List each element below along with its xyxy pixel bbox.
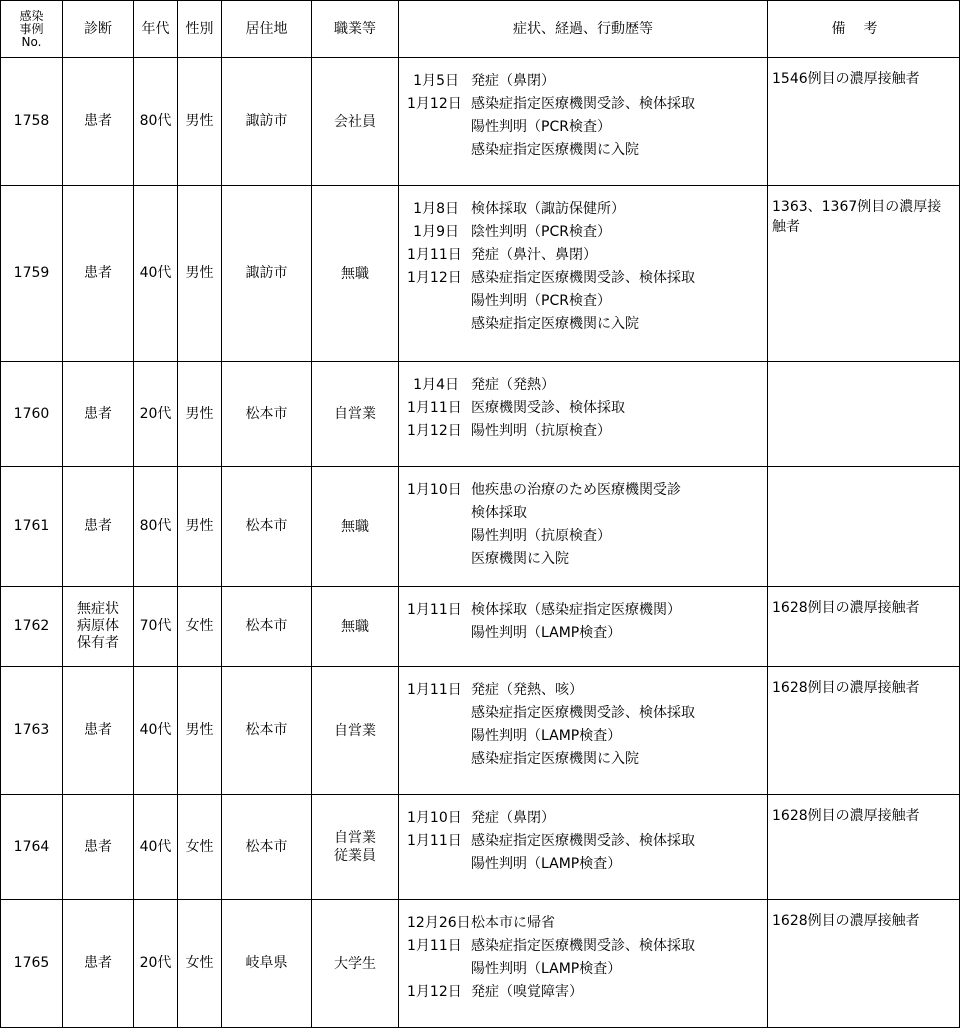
case-no: 1760 [13,405,50,422]
table-row [1,186,960,362]
sex-cell [178,362,222,467]
event-line [407,622,767,645]
event-date [407,622,471,645]
event-line [407,807,767,830]
header-no-line: No. [21,34,42,49]
sex: 女性 [185,618,214,634]
event-text: 検体採取（諏訪保健所） [471,201,625,217]
diagnosis-line: 患者 [84,265,112,281]
event-date: 1月12日 [407,423,462,439]
event-text: 感染症指定医療機関受診、検体採取 [471,833,695,849]
header-no-line: 事例 [19,21,44,36]
age: 40代 [139,265,172,281]
event-line [407,981,767,1004]
event-date [407,116,471,139]
event-line [407,853,767,876]
diagnosis-cell [63,667,134,795]
event-line [407,313,767,336]
event-text: 松本市に帰省 [471,915,555,931]
sex-cell [178,667,222,795]
event-line [407,958,767,981]
residence-cell [222,900,312,1028]
event-text: 陽性判明（PCR検査） [471,119,611,135]
header-diagnosis: 診断 [63,1,134,58]
event-line [407,912,767,935]
occupation-cell [312,667,399,795]
age: 70代 [139,618,172,634]
event-date: 1月10日 [407,482,462,498]
sex-cell [178,186,222,362]
diagnosis-line: 患者 [84,113,112,129]
occupation-line: 自営業 [334,830,376,846]
events-cell [399,900,768,1028]
note-line: 1628例目の濃厚接触者 [772,680,920,696]
event-text: 発症（鼻閉） [471,810,555,826]
event-date: 1月9日 [413,224,459,240]
event-text: 感染症指定医療機関に入院 [471,142,639,158]
event-line [407,139,767,162]
events-cell [399,186,768,362]
event-date [407,290,471,313]
note-cell [768,795,960,900]
event-line [407,420,767,443]
case-no-cell [1,362,63,467]
event-text: 感染症指定医療機関受診、検体採取 [471,938,695,954]
case-no-cell [1,467,63,587]
event-line [407,70,767,93]
event-text: 感染症指定医療機関受診、検体採取 [471,96,695,112]
age-cell [134,58,178,186]
age: 40代 [139,722,172,738]
age: 80代 [139,518,172,534]
case-no-cell [1,795,63,900]
age: 40代 [139,838,172,855]
occupation-cell [312,362,399,467]
event-date [407,958,471,981]
event-line [407,290,767,313]
age-cell [134,467,178,587]
event-line [407,679,767,702]
note-cell [768,667,960,795]
event-date: 1月11日 [407,682,462,698]
event-text: 感染症指定医療機関に入院 [471,751,639,767]
case-no-cell [1,900,63,1028]
note-cell [768,58,960,186]
residence-cell [222,667,312,795]
event-text: 感染症指定医療機関に入院 [471,316,639,332]
diagnosis-line: 患者 [84,405,112,422]
event-date [407,502,471,525]
event-line [407,93,767,116]
age-cell [134,186,178,362]
header-residence: 居住地 [222,1,312,58]
note-line: 1628例目の濃厚接触者 [772,913,920,929]
event-text: 発症（発熱） [471,377,555,393]
events-cell [399,795,768,900]
event-date: 1月11日 [407,833,462,849]
occupation-line: 無職 [341,518,369,535]
header-sex: 性別 [178,1,222,58]
age-cell [134,795,178,900]
residence: 松本市 [245,618,288,634]
event-text: 感染症指定医療機関受診、検体採取 [471,705,695,721]
event-date [407,853,471,876]
event-text: 発症（発熱、咳） [471,682,583,698]
event-text: 発症（鼻汁、鼻閉） [471,247,597,263]
event-text: 検体採取 [471,505,527,521]
event-line [407,244,767,267]
sex-cell [178,587,222,667]
header-note [768,1,960,58]
case-no: 1758 [13,113,50,129]
table-row [1,587,960,667]
event-date [407,139,471,162]
residence: 諏訪市 [245,265,288,281]
residence: 諏訪市 [245,113,288,129]
events-cell [399,362,768,467]
event-line [407,525,767,548]
event-text: 医療機関受診、検体採取 [471,400,625,416]
event-date: 1月8日 [413,201,459,217]
case-no-cell [1,58,63,186]
occupation-line: 自営業 [334,722,376,739]
note-line: 1628例目の濃厚接触者 [772,808,920,824]
header-occupation: 職業等 [312,1,399,58]
note-cell [768,467,960,587]
residence: 松本市 [245,405,288,422]
occupation-line: 従業員 [334,848,376,864]
diagnosis-cell [63,467,134,587]
note-cell [768,362,960,467]
occupation-line: 大学生 [334,955,376,972]
event-date: 1月11日 [407,400,462,416]
event-text: 発症（嗅覚障害） [471,984,583,1000]
case-no: 1763 [13,722,50,738]
event-date: 1月11日 [407,938,462,954]
case-no: 1761 [13,518,50,534]
sex-cell [178,900,222,1028]
event-line [407,198,767,221]
diagnosis-cell [63,58,134,186]
sex: 男性 [185,518,214,534]
age-cell [134,587,178,667]
event-date: 1月5日 [413,73,459,89]
case-no: 1764 [13,838,50,855]
residence: 松本市 [245,838,288,855]
event-text: 他疾患の治療のため医療機関受診 [471,482,681,498]
header-age: 年代 [134,1,178,58]
diagnosis-cell [63,186,134,362]
age: 20代 [139,405,172,422]
event-line [407,374,767,397]
diagnosis-cell [63,587,134,667]
event-text: 医療機関に入院 [471,551,569,567]
event-line [407,397,767,420]
header-note-label: 備考 [831,21,896,37]
case-no-cell [1,186,63,362]
event-text: 検体採取（感染症指定医療機関） [471,602,681,618]
occupation-cell [312,58,399,186]
table-row [1,900,960,1028]
event-text: 陽性判明（抗原検査） [471,423,611,439]
occupation-cell [312,186,399,362]
event-line [407,479,767,502]
event-date [407,725,471,748]
event-line [407,725,767,748]
table-row [1,362,960,467]
diagnosis-cell [63,795,134,900]
sex: 女性 [185,838,214,855]
event-date [407,525,471,548]
events-cell [399,667,768,795]
diagnosis-cell [63,362,134,467]
event-line [407,221,767,244]
header-no-line: 感染 [19,8,44,23]
event-date [407,548,471,571]
case-no: 1762 [13,618,50,634]
sex: 男性 [185,405,214,422]
residence: 松本市 [245,518,288,534]
event-date: 1月11日 [407,602,462,618]
diagnosis-line: 病原体 [77,618,119,634]
age: 20代 [139,955,172,971]
table-row [1,58,960,186]
event-text: 陽性判明（LAMP検査） [471,961,622,977]
event-line [407,702,767,725]
event-date [407,313,471,336]
note-line: 触者 [772,219,800,235]
diagnosis-line: 保有者 [77,635,119,651]
occupation-cell [312,467,399,587]
header-events: 症状、経過、行動歴等 [399,1,768,58]
residence-cell [222,362,312,467]
occupation-line: 自営業 [334,406,376,422]
residence-cell [222,587,312,667]
event-line [407,502,767,525]
occupation-line: 無職 [341,618,369,635]
note-line: 1628例目の濃厚接触者 [772,600,920,616]
diagnosis-line: 患者 [84,518,112,534]
diagnosis-line: 無症状 [77,601,119,617]
event-date: 1月12日 [407,270,462,286]
diagnosis-line: 患者 [84,955,112,971]
sex-cell [178,467,222,587]
residence-cell [222,186,312,362]
residence-cell [222,467,312,587]
table-row [1,667,960,795]
note-cell [768,587,960,667]
age-cell [134,667,178,795]
event-line [407,116,767,139]
event-date: 1月10日 [407,810,462,826]
header-row [1,1,960,58]
event-text: 感染症指定医療機関受診、検体採取 [471,270,695,286]
event-date [407,748,471,771]
occupation-cell [312,900,399,1028]
event-date: 1月12日 [407,984,462,1000]
events-cell [399,467,768,587]
event-text: 陽性判明（PCR検査） [471,293,611,309]
occupation-line: 無職 [341,265,369,282]
table-row [1,795,960,900]
sex: 男性 [185,113,214,129]
event-line [407,830,767,853]
sex-cell [178,58,222,186]
event-line [407,267,767,290]
diagnosis-cell [63,900,134,1028]
event-text: 陰性判明（PCR検査） [471,224,611,240]
note-line: 1363、1367例目の濃厚接 [772,199,942,215]
event-line [407,935,767,958]
event-date: 1月11日 [407,247,462,263]
residence-cell [222,58,312,186]
case-no: 1759 [13,265,50,281]
event-line [407,548,767,571]
residence: 岐阜県 [245,955,288,971]
event-text: 陽性判明（LAMP検査） [471,856,622,872]
events-cell [399,58,768,186]
diagnosis-line: 患者 [84,838,112,855]
sex: 女性 [185,955,214,971]
event-date [407,702,471,725]
case-no-cell [1,667,63,795]
event-date: 12月26日 [407,915,471,931]
event-date: 1月4日 [413,377,459,393]
table-row [1,467,960,587]
age: 80代 [139,113,172,129]
occupation-cell [312,587,399,667]
event-date: 1月12日 [407,96,462,112]
note-cell [768,900,960,1028]
occupation-line: 会社員 [334,113,376,130]
sex: 男性 [185,722,214,738]
sex: 男性 [185,265,214,281]
age-cell [134,362,178,467]
events-cell [399,587,768,667]
case-no-cell [1,587,63,667]
event-text: 陽性判明（LAMP検査） [471,625,622,641]
event-text: 発症（鼻閉） [471,73,555,89]
note-line: 1546例目の濃厚接触者 [772,71,920,87]
header-no [1,1,63,58]
occupation-cell [312,795,399,900]
residence-cell [222,795,312,900]
sex-cell [178,795,222,900]
note-cell [768,186,960,362]
age-cell [134,900,178,1028]
event-text: 陽性判明（抗原検査） [471,528,611,544]
diagnosis-line: 患者 [84,722,112,738]
residence: 松本市 [245,722,288,738]
case-no: 1765 [13,955,50,971]
event-line [407,599,767,622]
event-text: 陽性判明（LAMP検査） [471,728,622,744]
event-line [407,748,767,771]
